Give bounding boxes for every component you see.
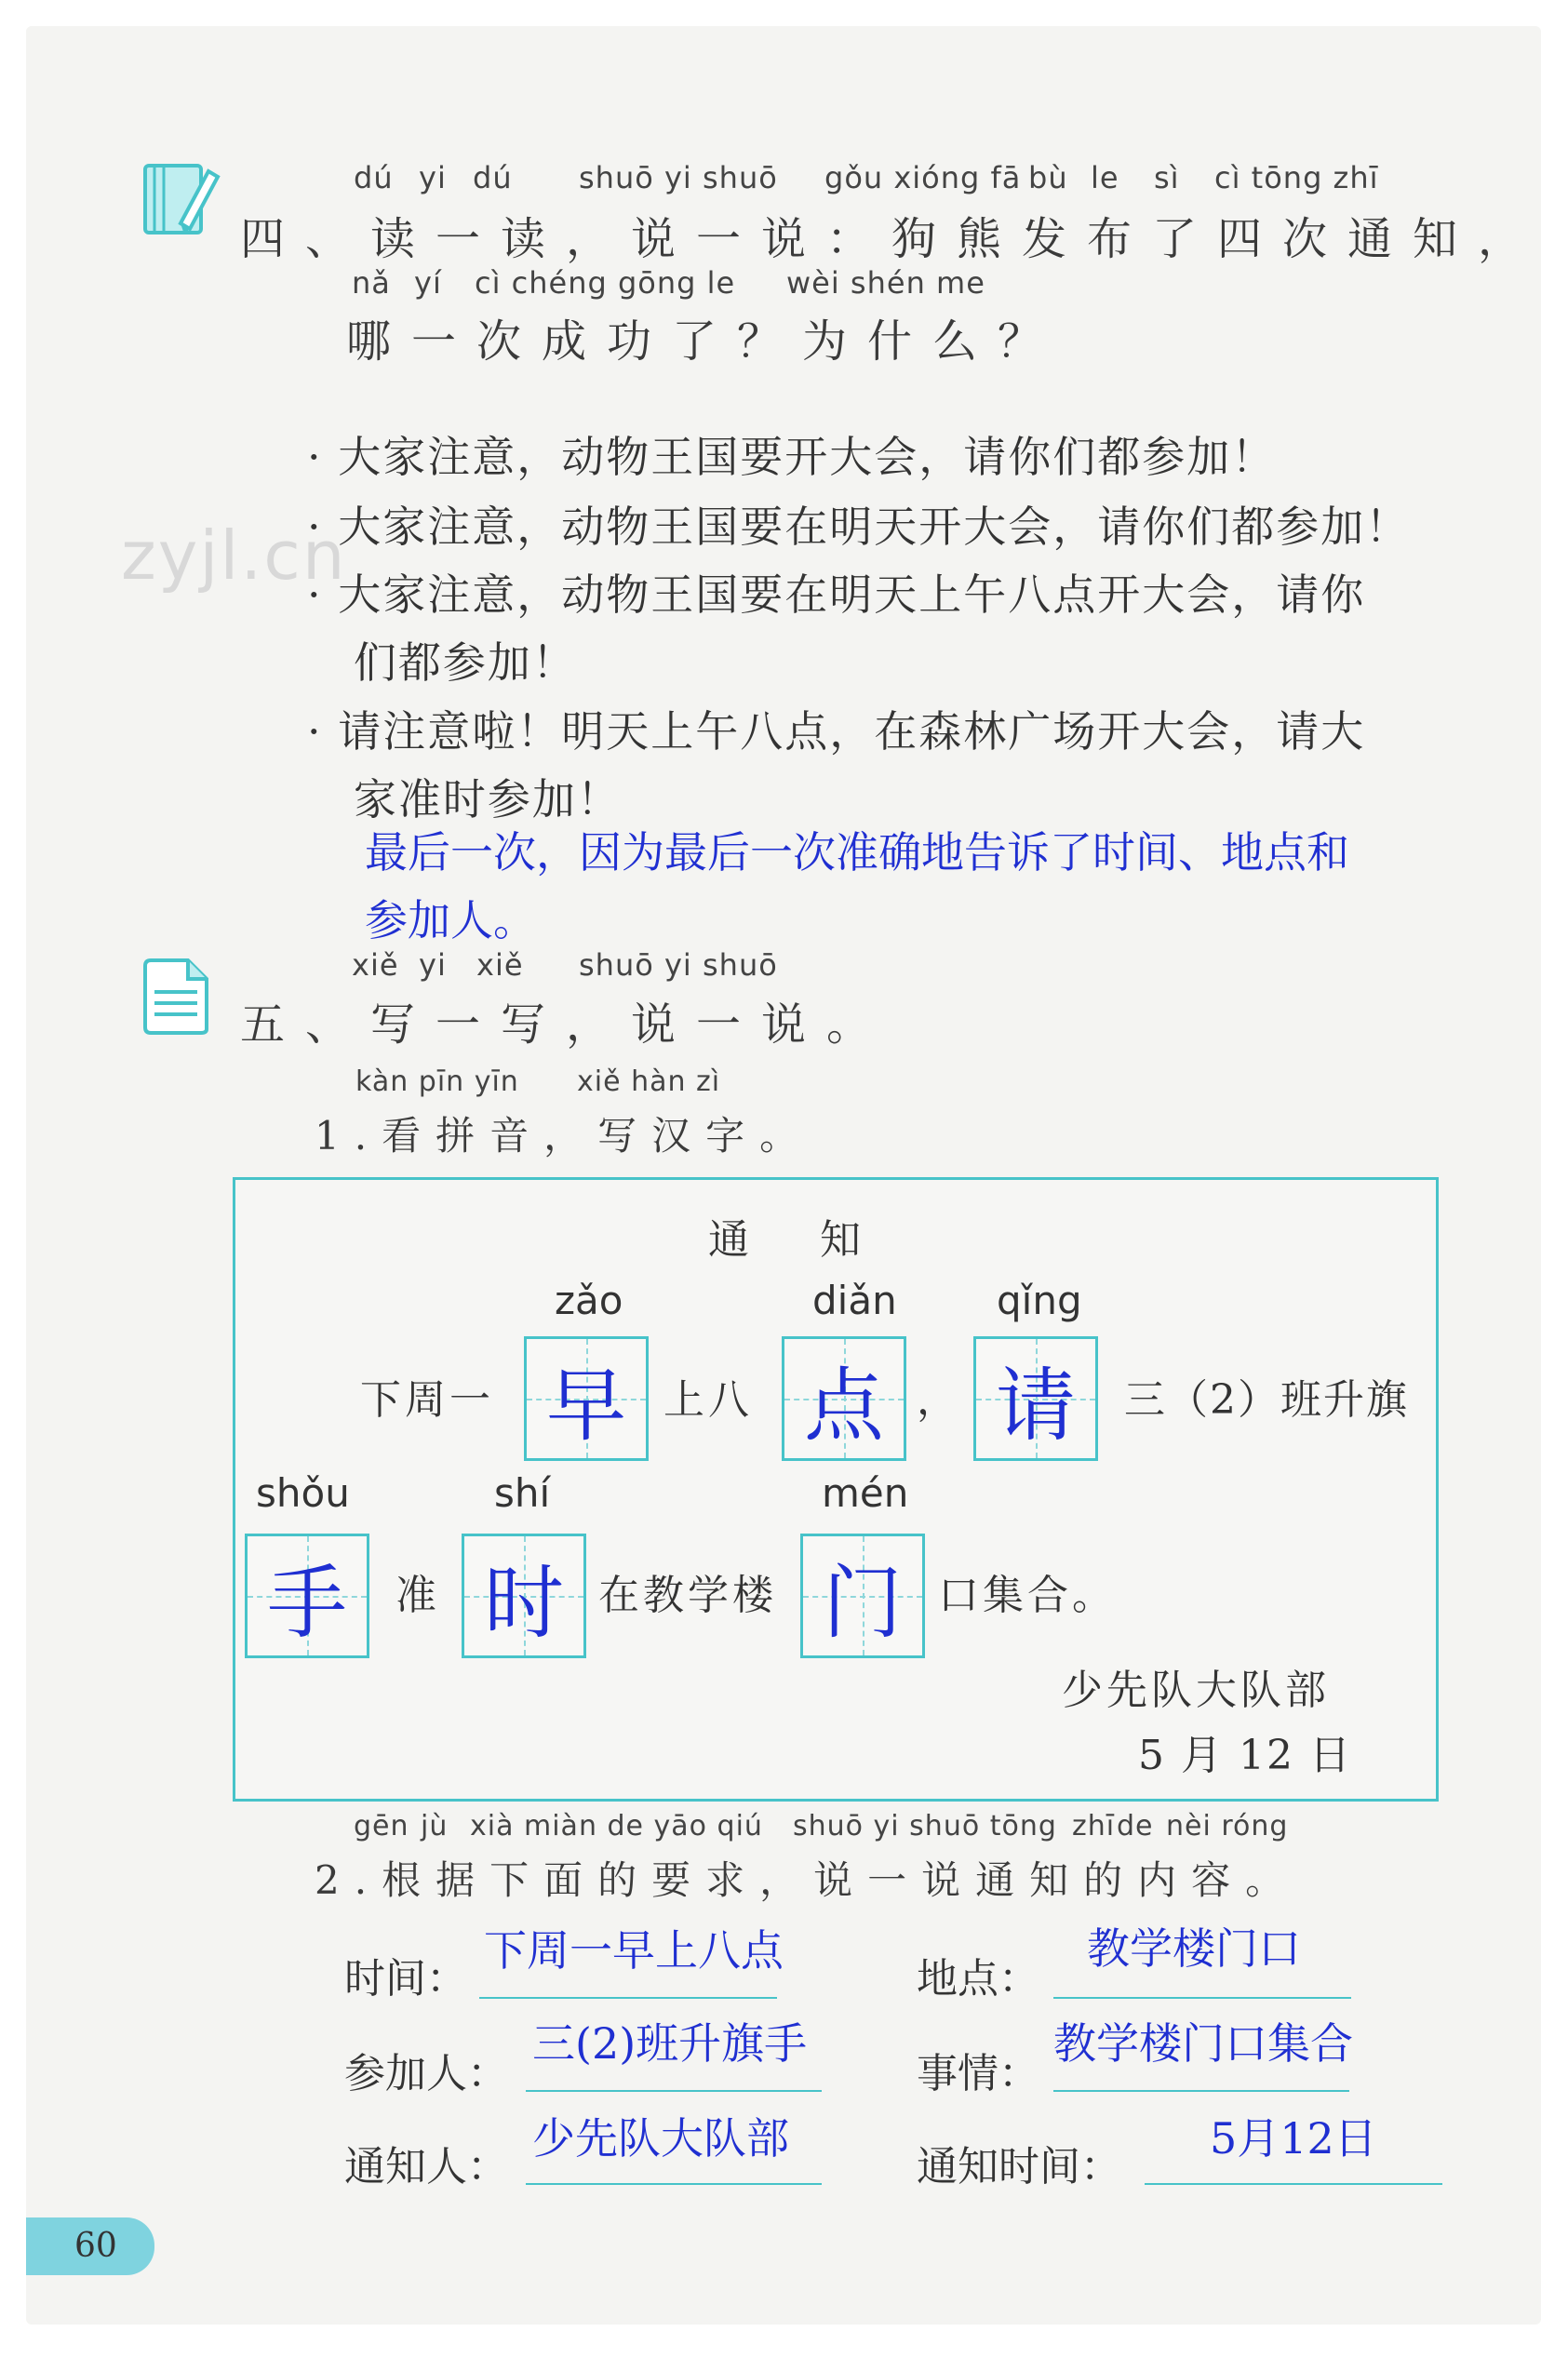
pinyin-syllable: sì: [1154, 160, 1180, 195]
answer-matter: 教学楼门口集合: [1053, 2018, 1353, 2069]
pinyin-syllable: dú: [354, 160, 394, 195]
document-icon: [140, 957, 214, 1037]
answer-participants: 三(2)班升旗手: [532, 2018, 808, 2069]
pinyin-syllable: bù: [1028, 160, 1068, 195]
pinyin-syllable: xià: [470, 1810, 515, 1842]
answer-char-shou: 手: [267, 1557, 347, 1650]
pinyin-syllable: yí: [414, 265, 442, 301]
answer-notice-time: 5月12日: [1210, 2113, 1377, 2164]
pinyin-syllable: shuō yi shuō tōng: [793, 1810, 1057, 1842]
pencil-notebook-icon: [140, 158, 223, 242]
pinyin-syllable: dú: [473, 160, 513, 195]
pinyin-syllable: gēn: [354, 1810, 409, 1842]
pinyin-syllable: jù: [421, 1810, 449, 1842]
text-kou: 口集合。: [938, 1572, 1117, 1619]
pinyin-syllable: de: [1117, 1810, 1154, 1842]
notice-line-2: · 大家注意，动物王国要在明天开大会，请你们都参加！: [307, 502, 1411, 552]
section4-heading-line2: 哪一次成功了？为什么？: [346, 315, 1064, 368]
text-xiazhouyi: 下周一: [360, 1376, 494, 1424]
pinyin-men: mén: [822, 1470, 909, 1516]
notice-date: 5 月 12 日: [1138, 1732, 1352, 1779]
pinyin-syllable: gǒu xióng fā: [824, 160, 1022, 195]
answer-notifier: 少先队大队部: [532, 2113, 789, 2164]
label-matter: 事情：: [917, 2050, 1039, 2097]
underline-notifier: [526, 2183, 822, 2185]
label-time: 时间：: [344, 1955, 467, 2003]
answer-char-qing: 请: [996, 1360, 1076, 1453]
tian-box-men: [800, 1534, 925, 1658]
pinyin-syllable: yi: [419, 947, 447, 983]
answer-char-men: 门: [823, 1557, 903, 1650]
notice-line-3b: 们都参加！: [307, 637, 577, 688]
pinyin-syllable: miàn de yāo qiú: [524, 1810, 763, 1842]
pinyin-syllable: cì tōng zhī: [1214, 160, 1379, 195]
section5-heading: 五、写一写，说一说。: [240, 998, 892, 1051]
answer-char-dian: 点: [804, 1360, 884, 1453]
notice-box: [233, 1177, 1439, 1802]
notice-title: 通 知: [708, 1216, 864, 1264]
page-number: 60: [74, 2227, 117, 2265]
pinyin-syllable: xiě hàn zì: [577, 1065, 721, 1098]
pinyin-syllable: shuō yi shuō: [579, 160, 778, 195]
pinyin-syllable: xiě: [352, 947, 399, 983]
tian-box-zao: [524, 1336, 649, 1461]
pinyin-syllable: zhī: [1072, 1810, 1116, 1842]
answer-time: 下周一早上八点: [484, 1925, 784, 1976]
pinyin-zao: zǎo: [555, 1278, 623, 1323]
underline-participants: [526, 2090, 822, 2092]
section4-heading-line1: 四、读一读，说一说：狗熊发布了四次通知，: [240, 213, 1544, 265]
text-zhun: 准: [395, 1572, 440, 1619]
tian-box-dian: [782, 1336, 906, 1461]
pinyin-qing: qǐng: [997, 1278, 1082, 1323]
notice-line-4b: 家准时参加！: [307, 774, 622, 824]
pinyin-shi: shí: [494, 1470, 551, 1516]
label-notice-time: 通知时间：: [917, 2143, 1121, 2191]
underline-place: [1053, 1997, 1351, 1999]
label-participants: 参加人：: [344, 2050, 508, 2097]
section4-answer-line2: 参加人。: [365, 895, 536, 945]
pinyin-dian: diǎn: [812, 1278, 897, 1323]
pinyin-syllable: wèi shén me: [786, 265, 985, 301]
page-background: [26, 26, 1544, 2325]
page-number-tab: [26, 2217, 154, 2275]
notice-line-4: · 请注意啦！明天上午八点，在森林广场开大会，请大: [307, 706, 1366, 757]
notice-line-1: · 大家注意，动物王国要开大会，请你们都参加！: [307, 432, 1277, 482]
text-shangba: 上八: [663, 1376, 753, 1424]
tian-box-qing: [973, 1336, 1098, 1461]
q2-heading: 2.根据下面的要求，说一说通知的内容。: [315, 1857, 1300, 1903]
underline-matter: [1053, 2090, 1349, 2092]
notice-signature: 少先队大队部: [1062, 1667, 1330, 1714]
text-jiaoxuelou: 在教学楼: [598, 1572, 777, 1619]
pinyin-syllable: kàn pīn yīn: [355, 1065, 519, 1098]
pinyin-syllable: shuō yi shuō: [579, 947, 778, 983]
label-place: 地点：: [917, 1955, 1039, 2003]
pinyin-syllable: cì chéng gōng le: [475, 265, 736, 301]
pinyin-syllable: nǎ: [352, 265, 391, 301]
pinyin-syllable: nèi róng: [1166, 1810, 1289, 1842]
pinyin-syllable: le: [1091, 160, 1119, 195]
pinyin-shou: shǒu: [256, 1470, 350, 1516]
watermark: zyjl.cn: [121, 516, 347, 595]
q1-heading: 1.看拼音，写汉字。: [315, 1113, 814, 1159]
text-class: 三（2）班升旗: [1124, 1376, 1409, 1424]
text-comma: ，: [917, 1376, 961, 1424]
underline-time: [479, 1997, 777, 1999]
pinyin-syllable: xiě: [476, 947, 524, 983]
label-notifier: 通知人：: [344, 2143, 508, 2191]
notice-line-3: · 大家注意，动物王国要在明天上午八点开大会，请你: [307, 569, 1366, 620]
tian-box-shi: [462, 1534, 586, 1658]
pinyin-syllable: yi: [419, 160, 447, 195]
answer-place: 教学楼门口: [1087, 1923, 1301, 1974]
answer-char-shi: 时: [484, 1557, 564, 1650]
section4-answer-line1: 最后一次，因为最后一次准确地告诉了时间、地点和: [365, 827, 1349, 878]
tian-box-shou: [245, 1534, 369, 1658]
underline-notice-time: [1145, 2183, 1442, 2185]
answer-char-zao: 早: [546, 1360, 626, 1453]
